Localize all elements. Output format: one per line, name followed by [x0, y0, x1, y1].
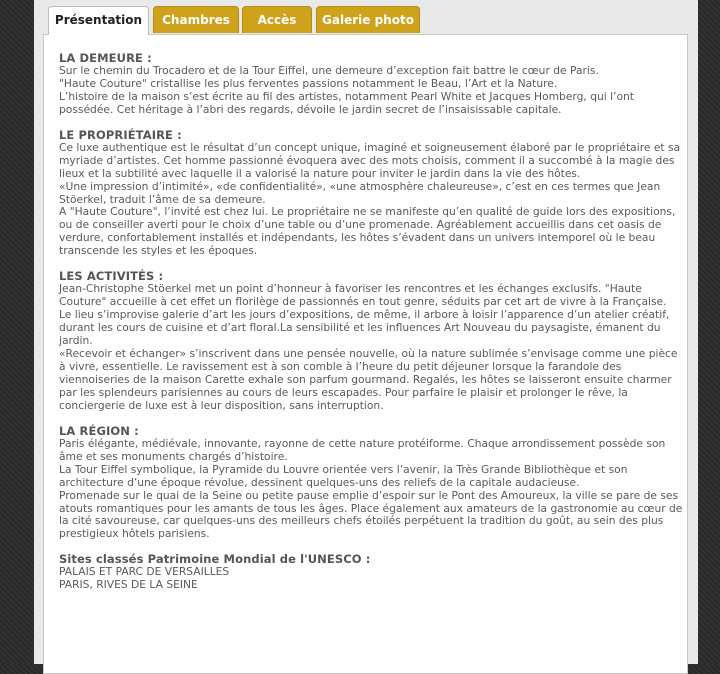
- section-heading: LA RÉGION :: [59, 423, 139, 438]
- section-proprietaire: [59, 129, 684, 259]
- paragraph: «Recevoir et échanger» s’inscrivent dans une pensée nouvelle, où la nature sublimée s’envisage comme une pièce à vivre, essentielle. Le ravissement est à son comble à l’heure du petit déjeuner lorsque la farandole des viennoiseries de la maison Carette exhale son parfum gourmand. Regalés, les hôtes se laisseront ensuite charmer par les splendeurs parisiennes au cours de leurs escapades. Pour parfaire le plaisir et prolonger le rêve, la conciergerie de luxe est à leur disposition, sans interruption.: [59, 347, 678, 412]
- section-region: [59, 425, 684, 542]
- paragraph: Paris élégante, médiévale, innovante, rayonne de cette nature protéiforme. Chaque arrondissement possède son âme et ses monuments chargés d’histoire.: [59, 436, 666, 463]
- section-heading: Sites classés Patrimoine Mondial de l'UNESCO :: [59, 552, 371, 567]
- paragraph: La Tour Eiffel symbolique, la Pyramide du Louvre orientée vers l’avenir, la Très Grande Bibliothèque et son architecture d’une époque révolue, dessinent quelques-uns des reliefs de la capitale audacieuse.: [59, 462, 628, 489]
- tab-presentation[interactable]: Présentation: [48, 6, 149, 35]
- paragraph: "Haute Couture" cristallise les plus ferventes passions notamment le Beau, l’Art et la Nature.: [59, 76, 558, 90]
- presentation-content: [59, 52, 684, 592]
- paragraph: Sur le chemin du Trocadero et de la Tour Eiffel, une demeure d’exception fait battre le cœur de Paris.: [59, 63, 599, 77]
- section-activites: [59, 270, 684, 412]
- section-demeure: [59, 52, 684, 117]
- section-heading: LES ACTIVITÉS :: [59, 269, 164, 284]
- paragraph: A "Haute Couture", l’invité est chez lui. Le propriétaire ne se manifeste qu’en qualité de guide lors des expositions, ou de conseiller averti pour le choix d’une table ou d’une promenade. Agréablement accueillis dans cet oasis de verdure, confortablement installés et indépendants, les hôtes s’évadent dans un univers intemporel où le beau transcende les styles et les époques.: [59, 205, 676, 258]
- paragraph: Ce luxe authentique est le résultat d’un concept unique, imaginé et soigneusement élaboré par le propriétaire et sa myriade d’artistes. Cet homme passionné évoquera avec des mots choisis, comment il a succombé à la magie des lieux et la subtilité avec laquelle il a valorisé la nature pour inviter le jardin dans la vie des hôtes.: [59, 140, 681, 180]
- paragraph: Jean-Christophe Stöerkel met un point d’honneur à favoriser les rencontres et les échanges exclusifs. "Haute Couture" accueille à cet effet un florilège de passionnés en tout genre, séduits par cet art de vivre à la Française.: [59, 282, 667, 309]
- paragraph: Promenade sur le quai de la Seine ou petite pause emplie d’espoir sur le Pont des Amoureux, la ville se pare de ses atouts romantiques pour les amants de tous les âges. Place également aux amateurs de la gastronomie au cœur de la cité savoureuse, car quelques-uns des meilleurs chefs étoilés perpétuent la tradition du goût, au sein des plus prestigieux hôtels parisiens.: [59, 488, 683, 541]
- tab-chambres[interactable]: Chambres: [153, 6, 239, 33]
- content-frame: [34, 0, 698, 664]
- section-unesco: [59, 553, 684, 592]
- tab-panel: [43, 34, 688, 674]
- paragraph: «Une impression d’intimité», «de confidentialité», «une atmosphère chaleureuse», c’est en ces termes que Jean Stöerkel, traduit l’âme de sa demeure.: [59, 179, 661, 206]
- tab-acces[interactable]: Accès: [242, 6, 312, 33]
- tab-galerie-photo[interactable]: Galerie photo: [316, 6, 420, 33]
- list-item: PARIS, RIVES DE LA SEINE: [59, 578, 198, 592]
- section-heading: LE PROPRIÉTAIRE :: [59, 127, 182, 142]
- section-heading: LA DEMEURE :: [59, 51, 152, 65]
- list-item: PALAIS ET PARC DE VERSAILLES: [59, 565, 230, 579]
- paragraph: Le lieu s’improvise galerie d’art les jours d’expositions, de même, il arbore à loisir l’apparence d’un atelier créatif, durant les cours de cuisine et d’art floral.La sensibilité et les influences Art Nouveau du paysagiste, émanent du jardin.: [59, 308, 670, 348]
- paragraph: L’histoire de la maison s’est écrite au fil des artistes, notamment Pearl White et Jacques Homberg, qui l’ont possédée. Cet héritage à l’abri des regards, dévoile le jardin secret de l’insaisissable capitale.: [59, 89, 634, 116]
